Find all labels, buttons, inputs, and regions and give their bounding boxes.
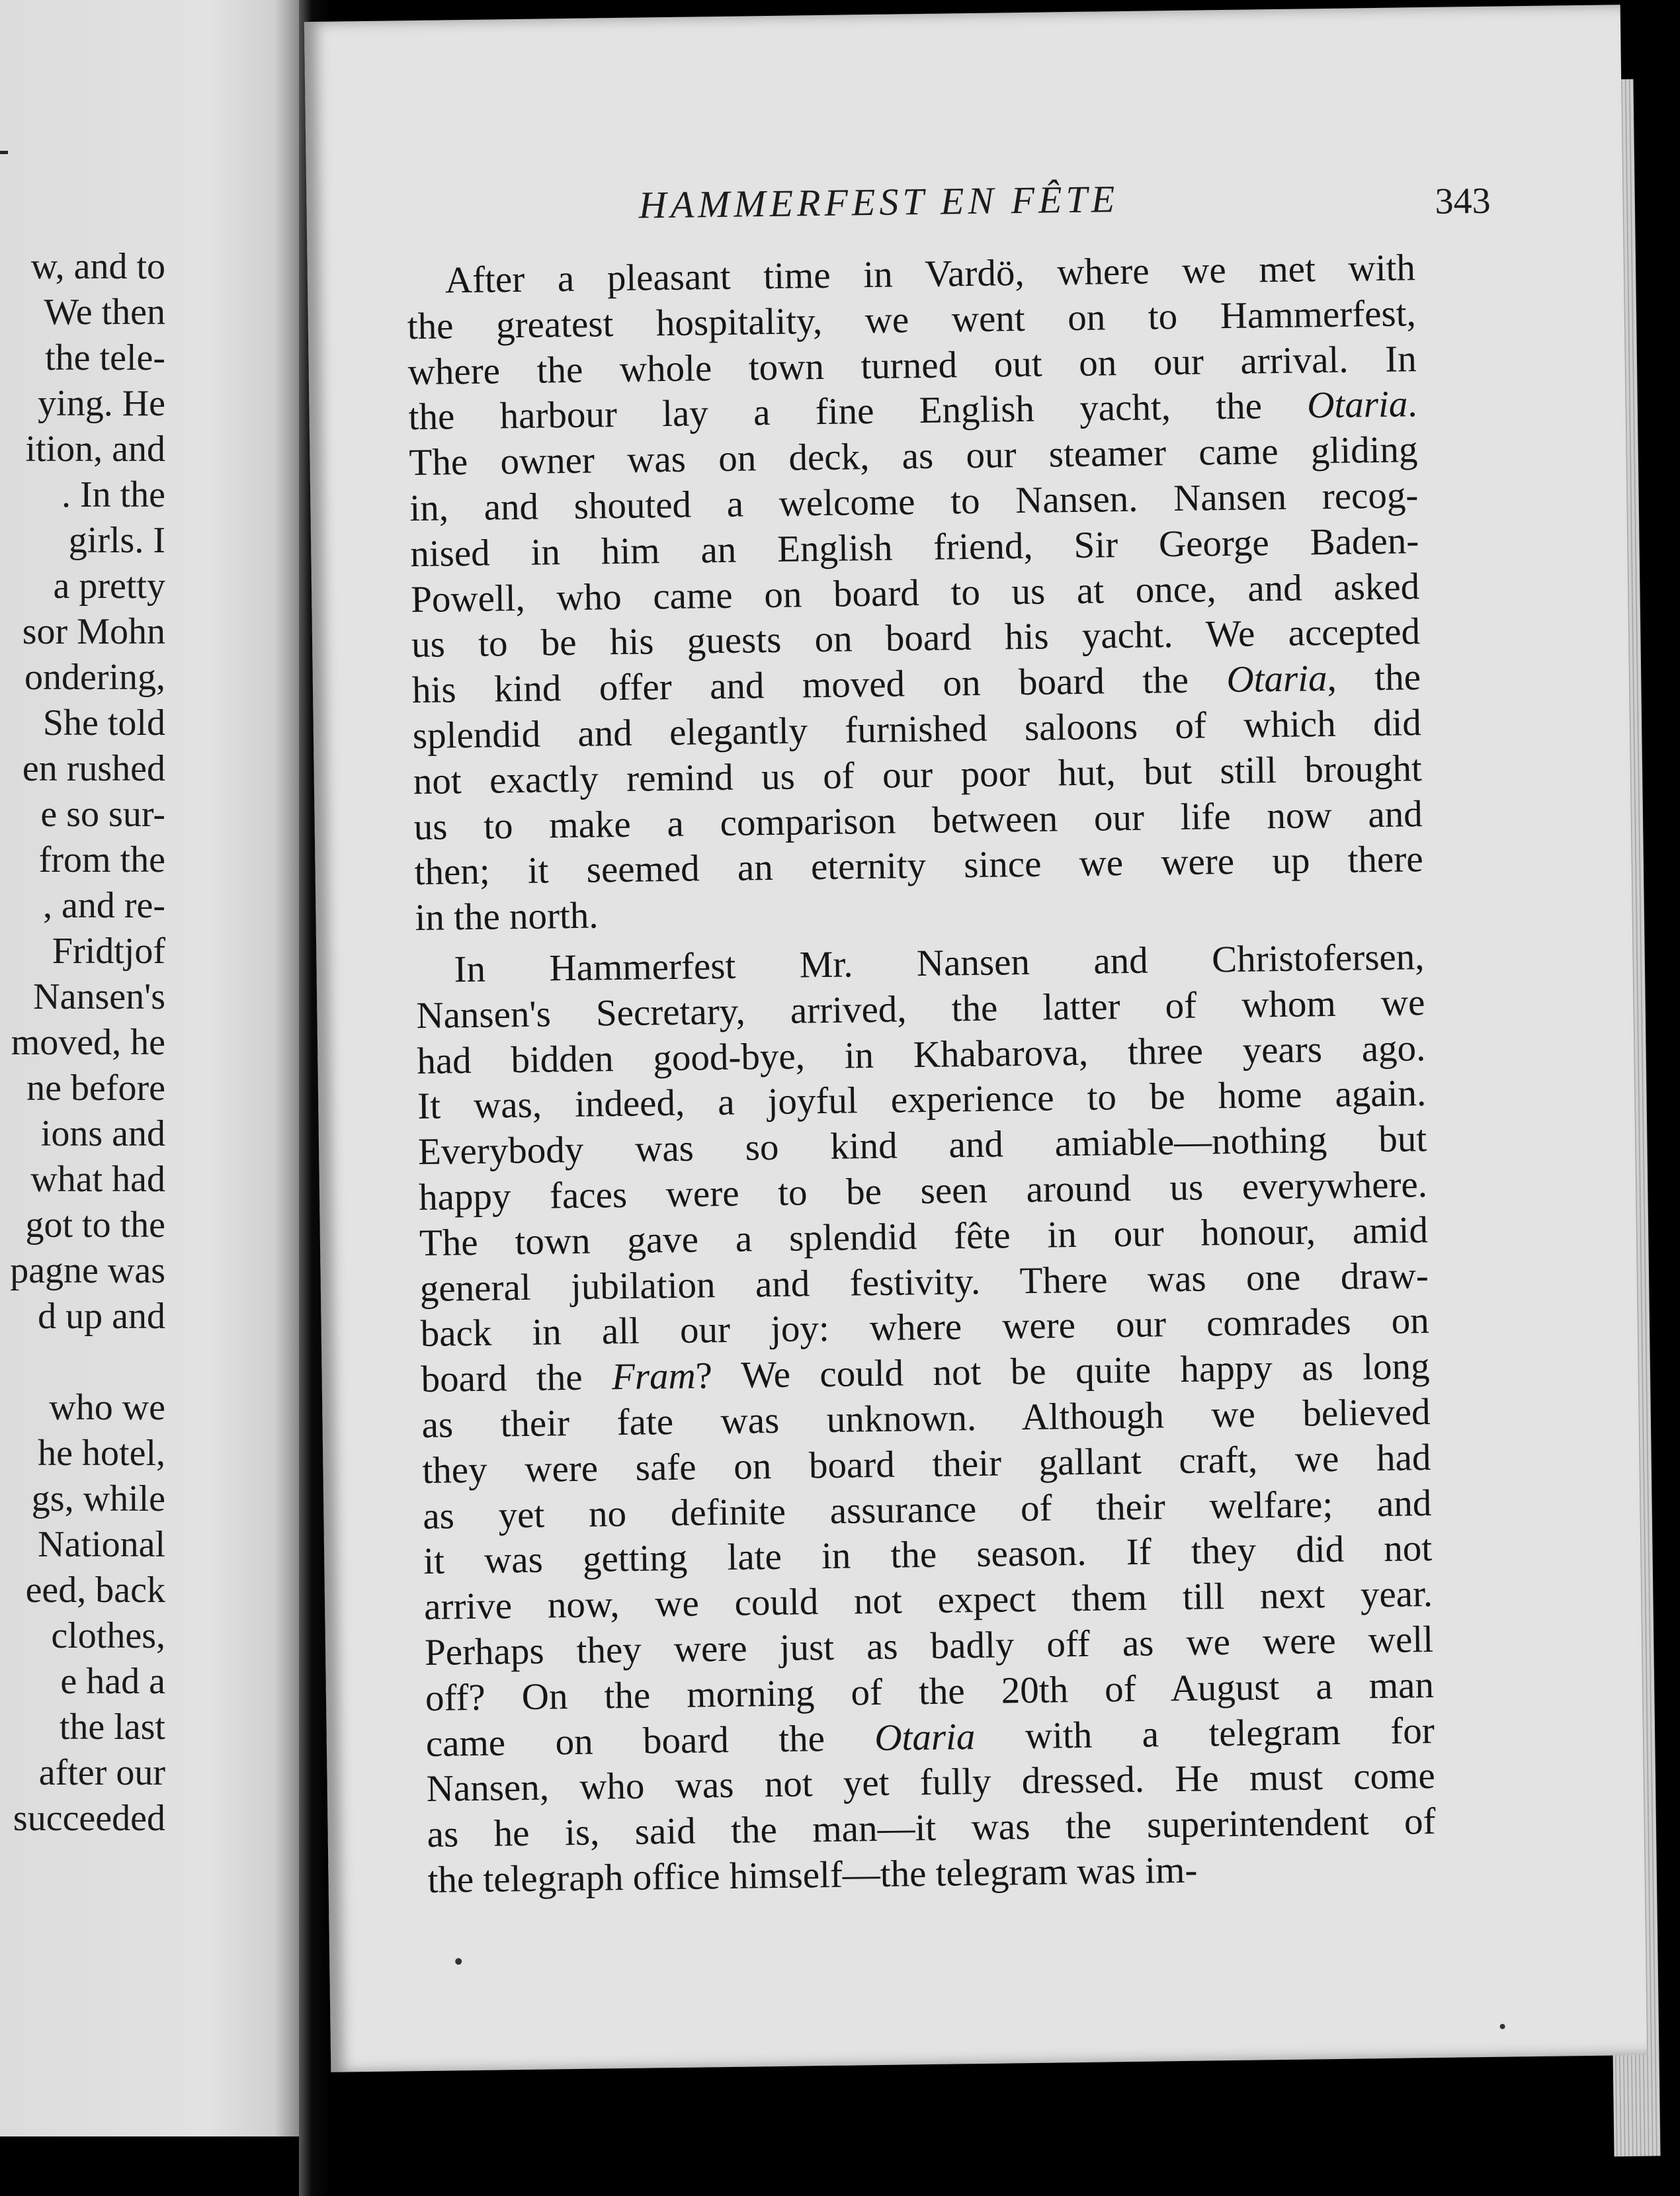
- text-line: In Hammerfest Mr. Nansen and Christofersen,: [454, 936, 1425, 991]
- running-title-text: HAMMERFEST EN FÊTE: [638, 177, 1119, 227]
- left-page-line: succeeded: [13, 1798, 165, 1839]
- left-page-line: what had: [30, 1159, 165, 1200]
- left-page-line: eed, back: [25, 1570, 165, 1611]
- left-page-line: moved, he: [11, 1022, 165, 1063]
- left-page-line: She told: [42, 702, 165, 743]
- left-page-line: ions and: [40, 1113, 165, 1154]
- text-line: splendid and elegantly furnished saloons of which did: [412, 702, 1422, 757]
- left-page-line: e so sur-: [40, 794, 165, 835]
- text-line: Nansen, who was not yet fully dressed. He must come: [426, 1755, 1436, 1810]
- text-line: The owner was on deck, as our steamer came gliding: [409, 429, 1418, 484]
- left-page-line: clothes,: [51, 1615, 165, 1656]
- text-line: Everybody was so kind and amiable—nothing but: [417, 1118, 1427, 1173]
- text-line: board the Fram? We could not be quite happy as long: [421, 1345, 1430, 1401]
- left-page-line: Nansen's: [33, 976, 165, 1017]
- left-page-line: , and re-: [42, 885, 165, 926]
- left-page-line: girls. I: [68, 520, 165, 561]
- text-line: the telegraph office himself—the telegram was im-: [427, 1849, 1198, 1901]
- left-page-line: National: [38, 1524, 165, 1565]
- left-page-line: from the: [38, 839, 165, 880]
- left-page-line: We then: [44, 292, 165, 333]
- left-page-line: w, and to: [30, 246, 165, 287]
- text-line: in the north.: [415, 894, 599, 939]
- left-page-line: d up and: [38, 1296, 165, 1337]
- text-line: the harbour lay a fine English yacht, the Otaria.: [408, 383, 1417, 439]
- left-page-fragment: [0, 0, 299, 2136]
- text-line: general jubilation and festivity. There was one draw-: [419, 1254, 1429, 1310]
- left-page-line: the tele-: [45, 337, 165, 378]
- text-line: back in all our joy: where were our comrades on: [420, 1300, 1430, 1355]
- running-title: [306, 170, 1623, 232]
- book-page: [304, 5, 1647, 2072]
- text-line: nised in him an English friend, Sir George Baden-: [409, 519, 1419, 575]
- left-page-line: sor Mohn: [22, 611, 165, 652]
- body-text: [406, 245, 1436, 1903]
- left-page-line: ne before: [26, 1068, 165, 1109]
- text-line: had bidden good-bye, in Khabarova, three years ago.: [416, 1027, 1426, 1082]
- text-line: happy faces were to be seen around us everywhere.: [418, 1163, 1428, 1218]
- text-line: not exactly remind us of our poor hut, but still brought: [413, 747, 1423, 802]
- left-page-line: after our: [38, 1752, 165, 1793]
- text-line: It was, indeed, a joyful experience to be home again.: [417, 1072, 1427, 1128]
- text-line: in, and shouted a welcome to Nansen. Nansen recog-: [409, 474, 1419, 530]
- text-line: us to be his guests on board his yacht. We accepted: [411, 611, 1421, 666]
- text-line: Perhaps they were just as badly off as we were well: [424, 1618, 1434, 1673]
- text-line: where the whole town turned out on our arrival. In: [407, 337, 1417, 393]
- text-line: The town gave a splendid fête in our honour, amid: [419, 1208, 1429, 1264]
- text-line: Powell, who came on board to us at once, and asked: [410, 565, 1420, 620]
- left-page-line: e had a: [60, 1661, 165, 1702]
- text-line: then; it seemed an eternity since we were up there: [414, 838, 1423, 894]
- text-line: as their fate was unknown. Although we believed: [421, 1390, 1431, 1446]
- left-page-line: ondering,: [24, 657, 165, 698]
- text-line: it was getting late in the season. If they did not: [423, 1527, 1433, 1583]
- left-page-line: ying. He: [38, 383, 165, 424]
- text-line: off? On the morning of the 20th of August a man: [425, 1664, 1435, 1719]
- margin-mark: [0, 151, 8, 154]
- text-line: us to make a comparison between our life now and: [413, 792, 1423, 848]
- left-page-line: a pretty: [53, 566, 165, 607]
- text-line: arrive now, we could not expect them till next year.: [423, 1573, 1433, 1628]
- left-page-line: . In the: [61, 474, 165, 515]
- text-line: Nansen's Secretary, arrived, the latter of whom we: [416, 981, 1425, 1036]
- left-page-line: got to the: [25, 1204, 165, 1246]
- paragraph: [406, 245, 1423, 941]
- text-line: came on board the Otaria with a telegram for: [425, 1709, 1435, 1765]
- page-number: 343: [1435, 180, 1491, 222]
- text-line: the greatest hospitality, we went on to Hammerfest,: [407, 292, 1417, 347]
- left-page-line: ition, and: [25, 429, 165, 470]
- text-line: they were safe on board their gallant craft, we had: [422, 1436, 1431, 1492]
- print-speck: [455, 1958, 462, 1964]
- left-page-line: Fridtjof: [52, 931, 165, 972]
- text-line: as he is, said the man—it was the superintendent of: [427, 1800, 1436, 1856]
- left-page-line: pagne was: [10, 1250, 165, 1291]
- left-page-line: he hotel,: [38, 1433, 165, 1474]
- print-speck: [1500, 2024, 1505, 2029]
- left-page-line: who we: [49, 1387, 165, 1428]
- left-page-line: gs, while: [31, 1478, 165, 1519]
- text-line: his kind offer and moved on board the Otaria, the: [411, 656, 1421, 712]
- text-line: as yet no definite assurance of their welfare; and: [422, 1482, 1432, 1537]
- left-page-line: the last: [59, 1707, 165, 1748]
- paragraph: [415, 935, 1437, 1904]
- left-page-line: en rushed: [22, 748, 165, 789]
- text-line: After a pleasant time in Vardö, where we met with: [444, 247, 1416, 302]
